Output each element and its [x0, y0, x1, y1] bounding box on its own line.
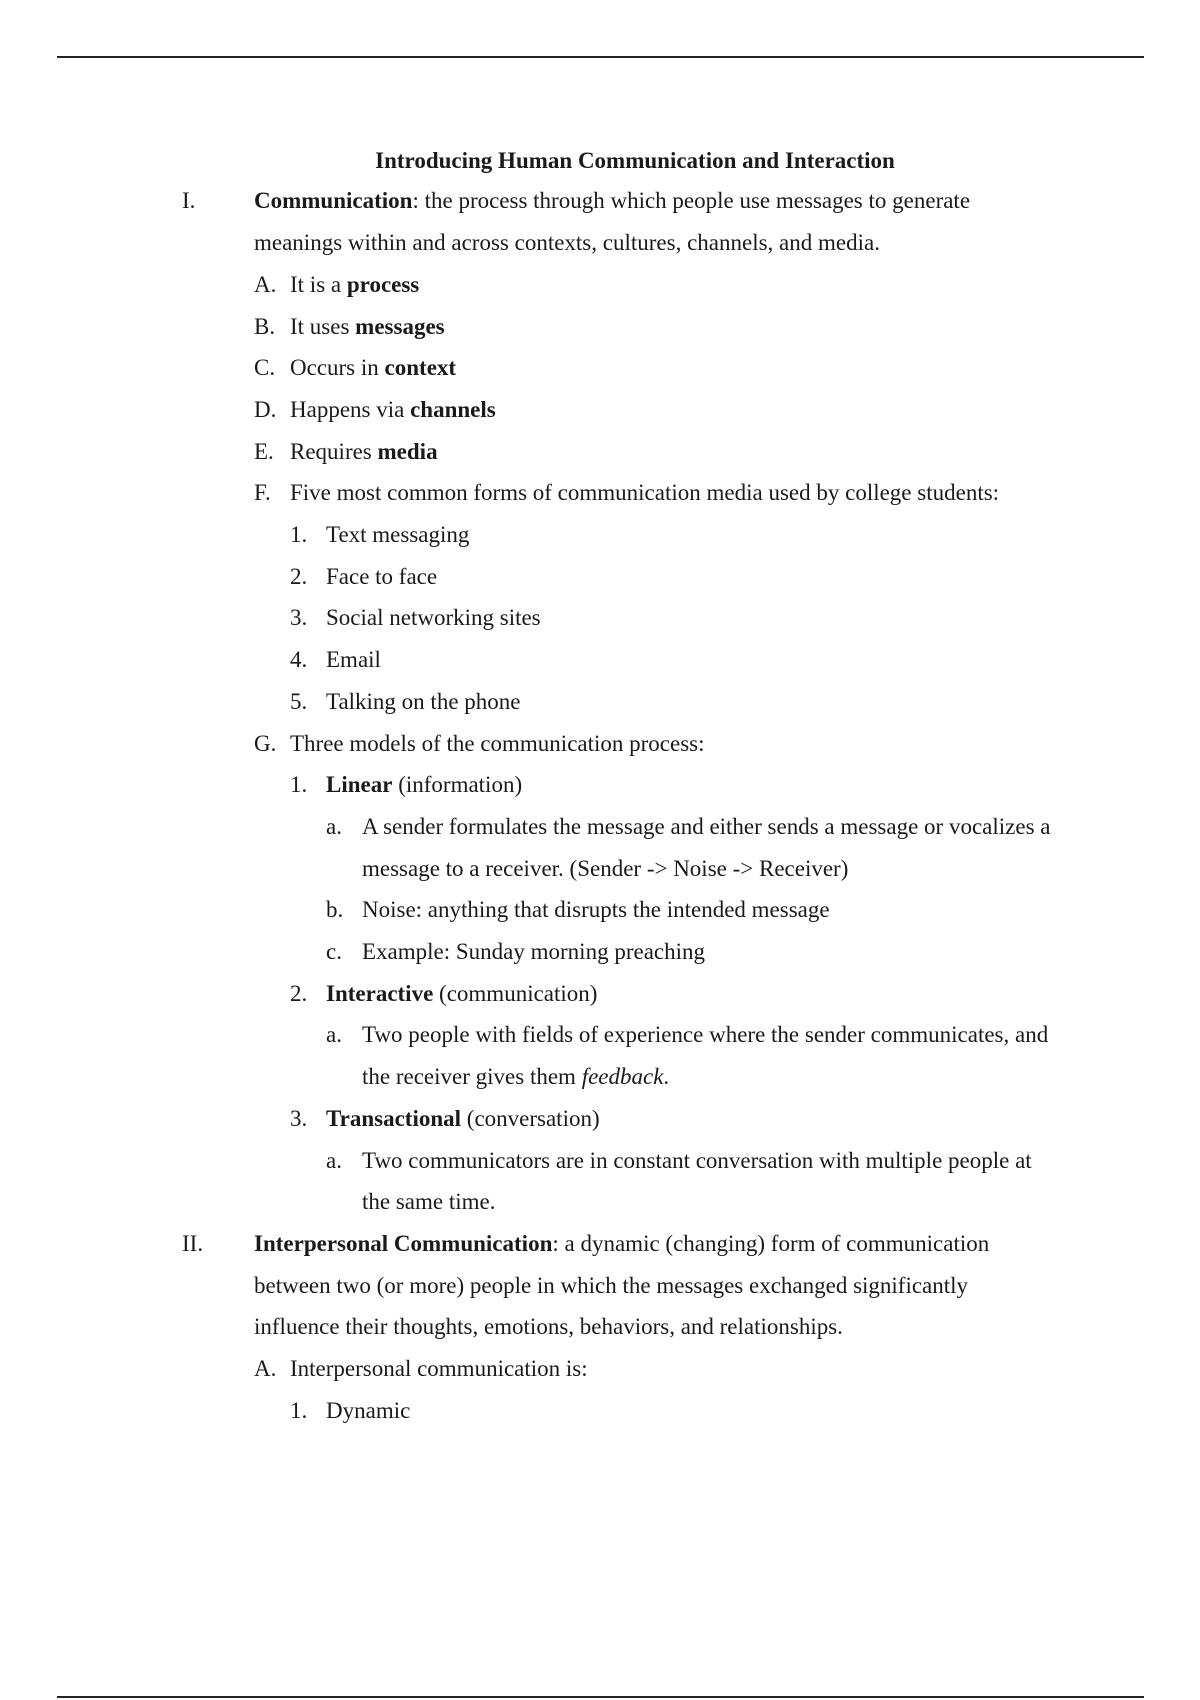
sub-list-item: Email [326, 647, 381, 672]
sub-sub-list-item: Two people with fields of experience where the sender communicates, and [362, 1022, 1049, 1047]
sub-sub-list-item: Noise: anything that disrupts the intended message [362, 897, 830, 922]
list-item [290, 353, 456, 383]
list-item-text: Requires [290, 439, 378, 464]
list-item-text: It is a [290, 272, 347, 297]
sub-list-item: Text messaging [326, 522, 470, 547]
model-descriptor: (communication) [433, 981, 598, 1006]
sub-list-marker: 2. [290, 981, 308, 1006]
sub-sub-list-item-continued [362, 1062, 669, 1092]
sub-sub-list-marker: a. [326, 1148, 342, 1173]
section-2-definition-line-1 [254, 1229, 989, 1259]
list-marker: F. [254, 480, 271, 505]
list-item: Three models of the communication process: [290, 731, 705, 756]
sub-list-item: Dynamic [326, 1398, 411, 1423]
section-2-definition-line-2: between two (or more) people in which the messages exchanged significantly [254, 1273, 969, 1298]
sub-list-marker: 2. [290, 564, 308, 589]
list-item-text: Happens via [290, 397, 411, 422]
sub-sub-list-item: A sender formulates the message and either sends a message or vocalizes a [362, 814, 1051, 839]
text-span: the receiver gives them [362, 1064, 582, 1089]
list-item: Five most common forms of communication media used by college students: [290, 480, 1000, 505]
sub-list-marker: 3. [290, 1106, 308, 1131]
feedback-term: feedback [581, 1064, 664, 1089]
list-item [290, 270, 419, 300]
sub-list-marker: 1. [290, 522, 308, 547]
list-marker: B. [254, 314, 276, 339]
model-name: Transactional [326, 1106, 462, 1131]
list-marker: E. [254, 439, 274, 464]
sub-sub-list-marker: c. [326, 939, 342, 964]
list-marker: A. [254, 1356, 277, 1381]
list-item [290, 395, 496, 425]
model-name: Interactive [326, 981, 434, 1006]
model-linear [326, 770, 522, 800]
sub-sub-list-item-continued: the same time. [362, 1189, 496, 1214]
section-2-definition-line-3: influence their thoughts, emotions, behaviors, and relationships. [254, 1314, 843, 1339]
list-item-text: It uses [290, 314, 356, 339]
footer-rule [57, 1696, 1144, 1698]
section-1-definition-line-2: meanings within and across contexts, cultures, channels, and media. [254, 230, 880, 255]
list-item-keyword: media [377, 439, 438, 464]
sub-list-item: Social networking sites [326, 605, 541, 630]
model-transactional [326, 1104, 600, 1134]
section-1-term: Communication [254, 188, 413, 213]
document-title: Introducing Human Communication and Interaction [375, 148, 895, 173]
section-numeral-1: I. [182, 188, 196, 213]
sub-list-marker: 1. [290, 772, 308, 797]
list-item-keyword: channels [410, 397, 496, 422]
sub-sub-list-item: Example: Sunday morning preaching [362, 939, 706, 964]
section-1-definition-line-1 [254, 186, 970, 216]
list-marker: D. [254, 397, 277, 422]
list-item-keyword: process [346, 272, 420, 297]
section-numeral-2: II. [182, 1231, 204, 1256]
list-item [290, 312, 445, 342]
text-span: . [663, 1064, 670, 1089]
section-1-definition-text: : the process through which people use messages to generate [412, 188, 971, 213]
sub-list-marker: 4. [290, 647, 308, 672]
sub-sub-list-marker: a. [326, 1022, 342, 1047]
header-rule [57, 56, 1144, 58]
sub-list-marker: 1. [290, 1398, 308, 1423]
model-descriptor: (conversation) [461, 1106, 600, 1131]
sub-list-marker: 5. [290, 689, 308, 714]
list-item [290, 437, 438, 467]
list-marker: G. [254, 731, 277, 756]
list-marker: C. [254, 355, 276, 380]
model-descriptor: (information) [392, 772, 523, 797]
list-item-keyword: context [384, 355, 457, 380]
section-2-term: Interpersonal Communication [254, 1231, 553, 1256]
sub-list-item: Talking on the phone [326, 689, 521, 714]
sub-list-item: Face to face [326, 564, 438, 589]
list-item-text: Occurs in [290, 355, 385, 380]
model-interactive [326, 979, 597, 1009]
sub-sub-list-marker: b. [326, 897, 344, 922]
list-item: Interpersonal communication is: [290, 1356, 588, 1381]
list-item-keyword: messages [355, 314, 445, 339]
sub-list-marker: 3. [290, 605, 308, 630]
sub-sub-list-item-continued: message to a receiver. (Sender -> Noise -> Receiver) [362, 856, 849, 881]
sub-sub-list-marker: a. [326, 814, 342, 839]
model-name: Linear [326, 772, 393, 797]
list-marker: A. [254, 272, 277, 297]
sub-sub-list-item: Two communicators are in constant conversation with multiple people at [362, 1148, 1032, 1173]
section-2-definition-text: : a dynamic (changing) form of communication [552, 1231, 990, 1256]
